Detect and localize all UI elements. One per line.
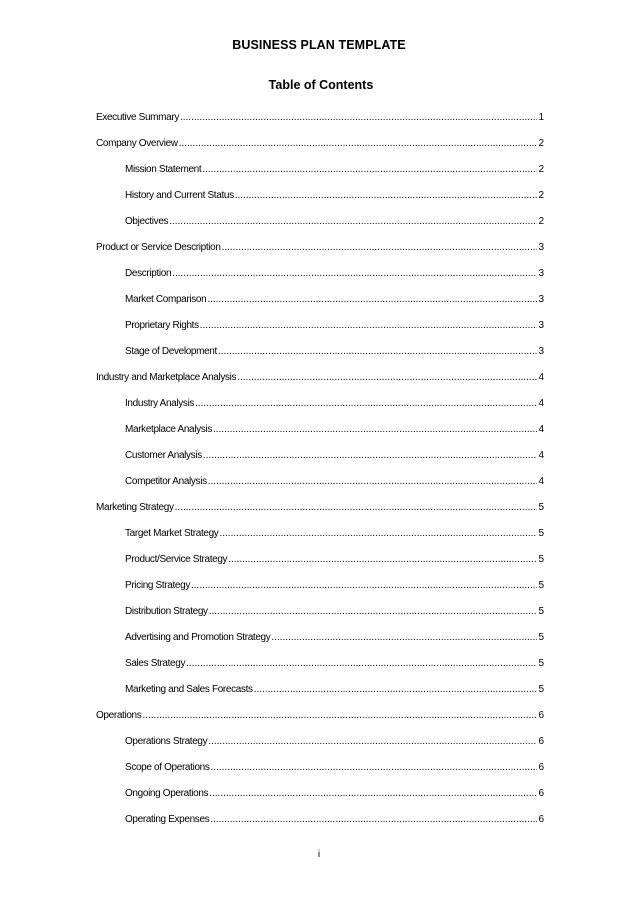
- toc-entry-label: Operating Expenses: [125, 814, 210, 825]
- toc-entry[interactable]: [96, 632, 544, 658]
- toc-dot-leader: [237, 372, 537, 383]
- toc-dot-leader: [200, 320, 538, 331]
- toc-entry-label: Objectives: [125, 216, 169, 227]
- toc-entry-label: Industry Analysis: [125, 398, 195, 409]
- toc-entry-page: 2: [538, 190, 544, 201]
- toc-entry-page: 3: [538, 268, 544, 279]
- toc-entry-label: Competitor Analysis: [125, 476, 207, 487]
- toc-entry[interactable]: [96, 658, 544, 684]
- toc-entry[interactable]: [96, 294, 544, 320]
- toc-entry[interactable]: [96, 476, 544, 502]
- toc-entry-page: 4: [538, 398, 544, 409]
- toc-entry[interactable]: [96, 502, 544, 528]
- toc-dot-leader: [235, 190, 538, 201]
- toc-entry-label: Mission Statement: [125, 164, 202, 175]
- toc-entry[interactable]: [96, 554, 544, 580]
- toc-entry-label: Proprietary Rights: [125, 320, 199, 331]
- toc-dot-leader: [211, 762, 538, 773]
- toc-dot-leader: [179, 138, 538, 149]
- toc-entry-label: Company Overview: [96, 138, 178, 149]
- toc-entry-page: 2: [538, 138, 544, 149]
- toc-entry[interactable]: [96, 190, 544, 216]
- toc-entry[interactable]: [96, 216, 544, 242]
- toc-entry[interactable]: [96, 268, 544, 294]
- toc-entry-page: 4: [538, 372, 544, 383]
- toc-entry-label: Product or Service Description: [96, 242, 221, 253]
- page-number: i: [317, 849, 321, 860]
- toc-entry-label: Marketing Strategy: [96, 502, 174, 513]
- toc-entry[interactable]: [96, 320, 544, 346]
- toc-entry-page: 5: [538, 554, 544, 565]
- toc-entry[interactable]: [96, 450, 544, 476]
- toc-dot-leader: [208, 476, 538, 487]
- toc-dot-leader: [213, 424, 538, 435]
- toc-entry[interactable]: [96, 788, 544, 814]
- toc-entry-page: 3: [538, 242, 544, 253]
- toc-dot-leader: [169, 216, 537, 227]
- toc-dot-leader: [219, 528, 537, 539]
- toc-entry-label: Product/Service Strategy: [125, 554, 228, 565]
- document-title: BUSINESS PLAN TEMPLATE: [232, 38, 406, 52]
- toc-dot-leader: [142, 710, 537, 721]
- toc-dot-leader: [209, 788, 537, 799]
- toc-entry-page: 3: [538, 320, 544, 331]
- toc-dot-leader: [222, 242, 538, 253]
- toc-dot-leader: [203, 450, 538, 461]
- toc-heading: Table of Contents: [268, 78, 374, 92]
- toc-entry-page: 6: [538, 762, 544, 773]
- toc-entry[interactable]: [96, 424, 544, 450]
- toc-entry-page: 6: [538, 736, 544, 747]
- toc-entry[interactable]: [96, 164, 544, 190]
- toc-entry-page: 6: [538, 788, 544, 799]
- toc-entry-label: Description: [125, 268, 172, 279]
- toc-entry-page: 5: [538, 632, 544, 643]
- toc-entry-label: Executive Summary: [96, 112, 179, 123]
- toc-entry-page: 5: [538, 580, 544, 591]
- toc-entry[interactable]: [96, 398, 544, 424]
- toc-entry[interactable]: [96, 606, 544, 632]
- toc-entry-label: Operations: [96, 710, 142, 721]
- toc-entry-page: 4: [538, 424, 544, 435]
- toc-entry-label: Advertising and Promotion Strategy: [125, 632, 271, 643]
- toc-entry-label: Industry and Marketplace Analysis: [96, 372, 237, 383]
- toc-entry-page: 5: [538, 684, 544, 695]
- toc-entry-page: 3: [538, 346, 544, 357]
- toc-dot-leader: [209, 606, 538, 617]
- toc-entry[interactable]: [96, 372, 544, 398]
- toc-entry-page: 5: [538, 528, 544, 539]
- toc-entry[interactable]: [96, 684, 544, 710]
- toc-entry-page: 3: [538, 294, 544, 305]
- toc-entry-label: Operations Strategy: [125, 736, 208, 747]
- toc-entry[interactable]: [96, 138, 544, 164]
- toc-entry-label: Ongoing Operations: [125, 788, 209, 799]
- toc-entry-page: 6: [538, 814, 544, 825]
- toc-dot-leader: [180, 112, 537, 123]
- toc-entry[interactable]: [96, 762, 544, 788]
- toc-entry-label: Marketing and Sales Forecasts: [125, 684, 253, 695]
- toc-dot-leader: [208, 736, 537, 747]
- toc-dot-leader: [175, 502, 538, 513]
- toc-entry[interactable]: [96, 528, 544, 554]
- toc-entry-label: Sales Strategy: [125, 658, 186, 669]
- toc-entry-page: 5: [538, 658, 544, 669]
- toc-dot-leader: [191, 580, 537, 591]
- toc-entry-page: 5: [538, 606, 544, 617]
- toc-entry-label: History and Current Status: [125, 190, 234, 201]
- toc-entry-label: Pricing Strategy: [125, 580, 190, 591]
- toc-entry-label: Customer Analysis: [125, 450, 202, 461]
- toc-dot-leader: [186, 658, 537, 669]
- toc-entry[interactable]: [96, 112, 544, 138]
- toc-entry-label: Market Comparison: [125, 294, 207, 305]
- toc-dot-leader: [195, 398, 537, 409]
- toc-entry[interactable]: [96, 242, 544, 268]
- toc-dot-leader: [228, 554, 537, 565]
- toc-dot-leader: [218, 346, 537, 357]
- toc-dot-leader: [271, 632, 537, 643]
- toc-dot-leader: [202, 164, 537, 175]
- toc-entry-label: Marketplace Analysis: [125, 424, 212, 435]
- toc-entry-label: Distribution Strategy: [125, 606, 208, 617]
- toc-dot-leader: [210, 814, 537, 825]
- toc-entry-label: Scope of Operations: [125, 762, 210, 773]
- toc-entry-page: 5: [538, 502, 544, 513]
- toc-entry-label: Stage of Development: [125, 346, 217, 357]
- table-of-contents: [96, 112, 544, 840]
- toc-entry-label: Target Market Strategy: [125, 528, 219, 539]
- toc-entry-page: 2: [538, 216, 544, 227]
- toc-entry[interactable]: [96, 814, 544, 840]
- toc-entry-page: 2: [538, 164, 544, 175]
- toc-entry-page: 1: [538, 112, 544, 123]
- toc-entry-page: 6: [538, 710, 544, 721]
- toc-dot-leader: [254, 684, 538, 695]
- toc-entry[interactable]: [96, 346, 544, 372]
- toc-entry[interactable]: [96, 710, 544, 736]
- toc-dot-leader: [207, 294, 537, 305]
- toc-entry[interactable]: [96, 580, 544, 606]
- toc-entry-page: 4: [538, 476, 544, 487]
- toc-dot-leader: [172, 268, 537, 279]
- toc-entry-page: 4: [538, 450, 544, 461]
- toc-entry[interactable]: [96, 736, 544, 762]
